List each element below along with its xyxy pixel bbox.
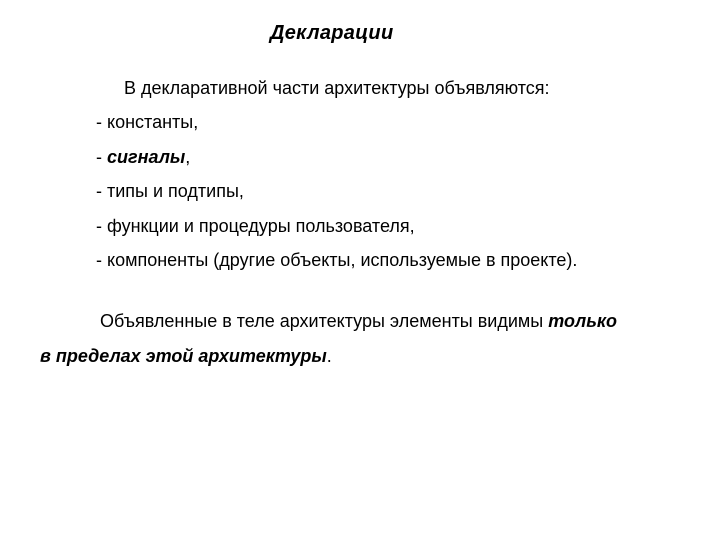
intro-text: В декларативной части архитектуры объявляются: — [124, 78, 550, 98]
list-item — [96, 250, 577, 285]
paragraph-emphasis: в пределах этой архитектуры — [40, 346, 327, 366]
list-item-text: компоненты (другие объекты, используемые в проекте). — [107, 250, 578, 270]
list-item — [96, 147, 577, 182]
list-item-dash: - — [96, 181, 107, 201]
list-item — [96, 181, 577, 216]
list-item-suffix: , — [185, 146, 191, 167]
list-item-text: константы, — [107, 112, 199, 132]
paragraph-end: . — [326, 346, 332, 366]
list-item-dash: - — [96, 146, 107, 167]
list-item-emphasis: сигналы — [107, 146, 186, 167]
declaration-list — [96, 112, 577, 285]
list-item — [96, 216, 577, 251]
visibility-paragraph-line2 — [40, 346, 332, 367]
visibility-paragraph-line1 — [100, 311, 617, 332]
list-item-text: функции и процедуры пользователя, — [107, 215, 415, 236]
list-item — [96, 112, 577, 147]
list-item-dash: - — [96, 112, 107, 132]
slide-title: Декларации — [270, 22, 394, 44]
list-item-text: типы и подтипы, — [107, 181, 244, 201]
paragraph-text: Объявленные в теле архитектуры элементы видимы — [100, 311, 549, 331]
list-item-dash: - — [96, 215, 107, 236]
list-item-dash: - — [96, 250, 107, 270]
paragraph-emphasis: только — [548, 311, 617, 331]
